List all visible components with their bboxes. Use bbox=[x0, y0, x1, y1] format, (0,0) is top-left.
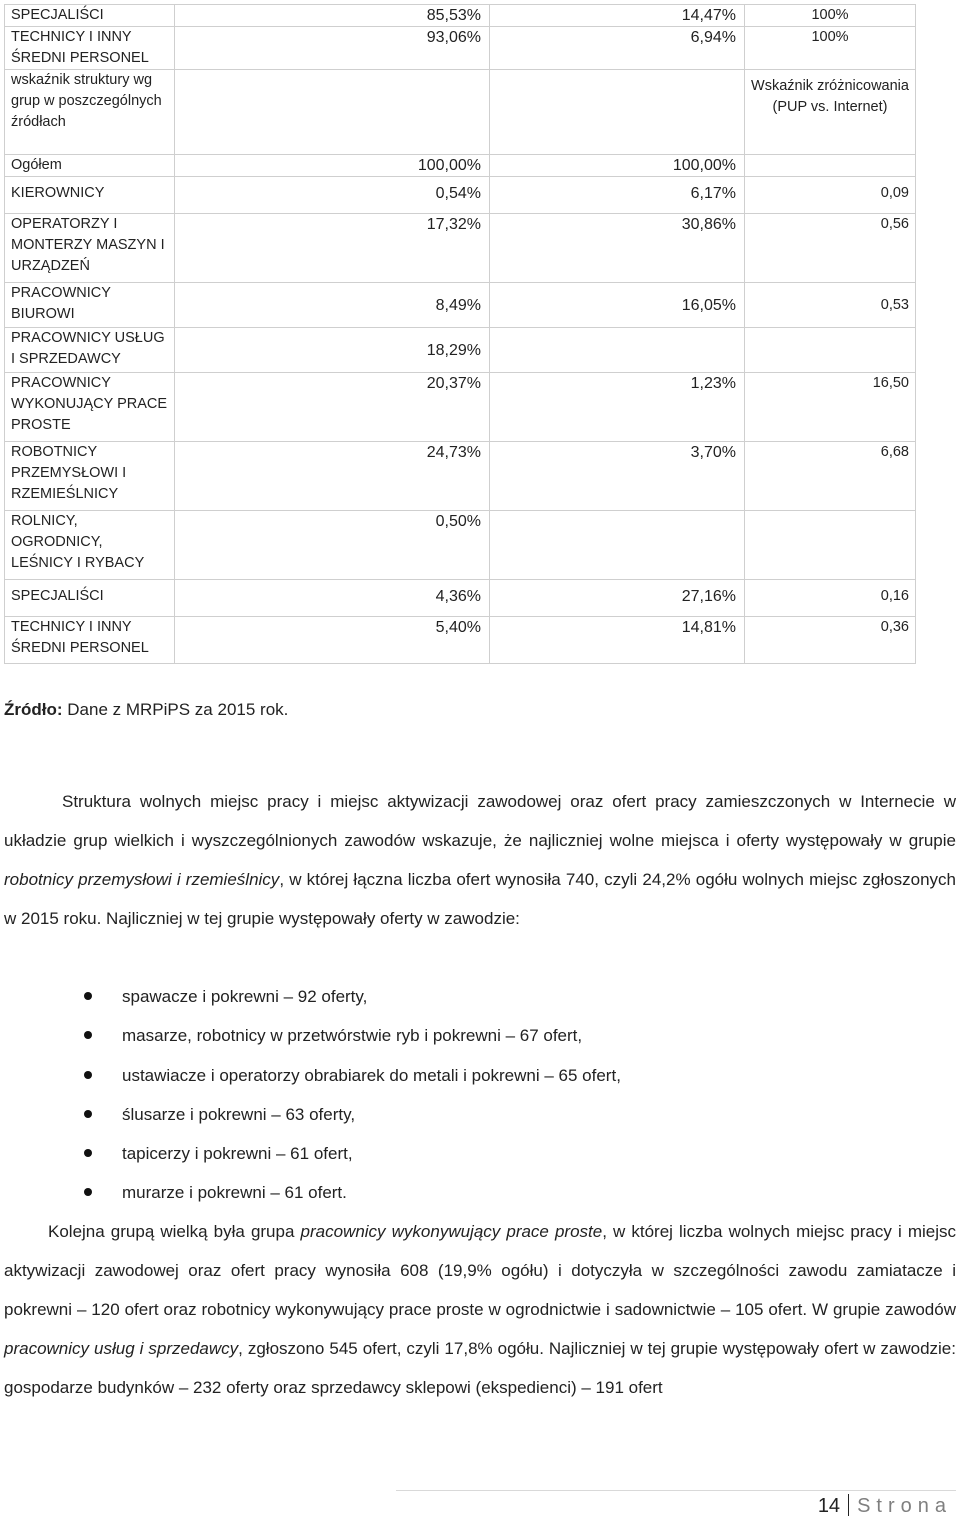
page-footer bbox=[818, 1494, 952, 1518]
footer-separator bbox=[848, 1494, 849, 1516]
table-row bbox=[5, 214, 916, 283]
index-value: 0,36 bbox=[745, 617, 916, 664]
table-source-note bbox=[4, 700, 288, 720]
index-value: 16,50 bbox=[745, 373, 916, 442]
list-item-text: spawacze i pokrewni – 92 oferty, bbox=[122, 987, 368, 1006]
paragraph bbox=[4, 1212, 956, 1407]
total-share: 100% bbox=[745, 27, 916, 70]
statistics-table bbox=[4, 4, 916, 664]
bullet-icon bbox=[84, 1031, 92, 1039]
bullet-icon bbox=[84, 1188, 92, 1196]
internet-share: 27,16% bbox=[490, 580, 745, 617]
empty-cell bbox=[175, 70, 490, 155]
offers-list bbox=[0, 977, 621, 1213]
pup-share: 93,06% bbox=[175, 27, 490, 70]
paragraph bbox=[4, 782, 956, 938]
list-item bbox=[0, 1134, 621, 1173]
list-item-text: murarze i pokrewni – 61 ofert. bbox=[122, 1183, 347, 1203]
internet-share: 30,86% bbox=[490, 214, 745, 283]
table-row bbox=[5, 442, 916, 511]
list-item bbox=[0, 1095, 621, 1134]
row-label: Ogółem bbox=[5, 155, 175, 177]
list-item bbox=[0, 1173, 621, 1212]
group-name-emphasis: pracownicy wykonywujący prace proste bbox=[300, 1222, 603, 1241]
group-name-emphasis: pracownicy usług i sprzedawcy bbox=[4, 1339, 239, 1358]
internet-share: 14,47% bbox=[490, 5, 745, 27]
row-label: OPERATORZY I MONTERZY MASZYN I URZĄDZEŃ bbox=[5, 214, 175, 283]
index-value: 0,56 bbox=[745, 214, 916, 283]
table-row bbox=[5, 177, 916, 214]
paragraph-text: , w której liczba wolnych miejsc pracy i miejsc aktywizacji zawodowej oraz ofert pracy wynosiła 608 (19,9% ogółu) i dotyczyła w szczególności zawodu zamiatacze i pokrewni – 120 ofert oraz robotnicy wykonywujący prace proste w ogrodnictwie i sadownictwie – 105 ofert. W grupie zawodów bbox=[4, 1222, 957, 1319]
index-header: Wskaźnik zróżnicowania (PUP vs. Internet) bbox=[745, 70, 916, 155]
pup-share: 5,40% bbox=[175, 617, 490, 664]
structure-label: wskaźnik struktury wg grup w poszczególnych źródłach bbox=[5, 70, 175, 155]
index-value: 6,68 bbox=[745, 442, 916, 511]
pup-share: 18,29% bbox=[175, 328, 490, 373]
footer-divider bbox=[396, 1490, 956, 1491]
page-label: Strona bbox=[857, 1495, 952, 1517]
source-text: Dane z MRPiPS za 2015 rok. bbox=[62, 700, 289, 719]
table-row bbox=[5, 283, 916, 328]
paragraph-text: , w której łączna liczba ofert wynosiła 740, czyli 24,2% ogółu wolnych miejsc zgłoszonych w 2015 roku. Najliczniej w tej grupie występowały oferty w zawodzie: bbox=[4, 870, 956, 928]
internet-share: 16,05% bbox=[490, 283, 745, 328]
list-item bbox=[0, 977, 621, 1016]
table-row bbox=[5, 617, 916, 664]
paragraph-text: , zgłoszono 545 ofert, czyli 17,8% ogółu. Najliczniej w tej grupie występowały ofert w zawodzie: gospodarze budynków – 232 oferty oraz sprzedawcy sklepowi (ekspedienci) – 191 ofert bbox=[4, 1339, 956, 1397]
index-value: 0,53 bbox=[745, 283, 916, 328]
row-label: ROLNICY, OGRODNICY, LEŚNICY I RYBACY bbox=[5, 511, 175, 580]
internet-share: 6,94% bbox=[490, 27, 745, 70]
row-label: SPECJALIŚCI bbox=[5, 5, 175, 27]
bullet-icon bbox=[84, 1071, 92, 1079]
pup-share: 20,37% bbox=[175, 373, 490, 442]
page-number: 14 bbox=[817, 1495, 841, 1517]
total-share: 100% bbox=[745, 5, 916, 27]
internet-share: 1,23% bbox=[490, 373, 745, 442]
index-value: 0,16 bbox=[745, 580, 916, 617]
internet-share: 3,70% bbox=[490, 442, 745, 511]
index-value: 0,09 bbox=[745, 177, 916, 214]
table-row bbox=[5, 27, 916, 70]
row-label: PRACOWNICY WYKONUJĄCY PRACE PROSTE bbox=[5, 373, 175, 442]
source-label: Źródło: bbox=[4, 700, 63, 719]
paragraph-text: Kolejna grupą wielką była grupa bbox=[48, 1222, 301, 1241]
list-item bbox=[0, 1056, 621, 1095]
internet-share: 14,81% bbox=[490, 617, 745, 664]
empty-cell bbox=[490, 70, 745, 155]
pup-share: 17,32% bbox=[175, 214, 490, 283]
table-row bbox=[5, 328, 916, 373]
row-label: ROBOTNICY PRZEMYSŁOWI I RZEMIEŚLNICY bbox=[5, 442, 175, 511]
pup-share: 8,49% bbox=[175, 283, 490, 328]
list-item-text: ślusarze i pokrewni – 63 oferty, bbox=[122, 1104, 356, 1124]
pup-share: 24,73% bbox=[175, 442, 490, 511]
internet-share: 100,00% bbox=[490, 155, 745, 177]
index-value bbox=[745, 511, 916, 580]
table-row bbox=[5, 70, 916, 155]
empty-cell bbox=[745, 155, 916, 177]
row-label: PRACOWNICY BIUROWI bbox=[5, 283, 175, 328]
group-name-emphasis: robotnicy przemysłowi i rzemieślnicy bbox=[4, 870, 280, 889]
bullet-icon bbox=[84, 992, 92, 1000]
pup-share: 100,00% bbox=[175, 155, 490, 177]
row-label: TECHNICY I INNY ŚREDNI PERSONEL bbox=[5, 27, 175, 70]
internet-share: 6,17% bbox=[490, 177, 745, 214]
row-label: SPECJALIŚCI bbox=[5, 580, 175, 617]
internet-share bbox=[490, 511, 745, 580]
bullet-icon bbox=[84, 1149, 92, 1157]
list-item-text: masarze, robotnicy w przetwórstwie ryb i pokrewni – 67 ofert, bbox=[122, 1026, 583, 1046]
pup-share: 0,50% bbox=[175, 511, 490, 580]
list-item-text: ustawiacze i operatorzy obrabiarek do metali i pokrewni – 65 ofert, bbox=[122, 1065, 621, 1085]
paragraph-text: Struktura wolnych miejsc pracy i miejsc aktywizacji zawodowej oraz ofert pracy zamieszczonych w Internecie w układzie grup wielkich i wyszczególnionych zawodów wskazuje, że najliczniej wolne miejsca i oferty występowały w grupie bbox=[4, 792, 956, 850]
list-item bbox=[0, 1016, 621, 1055]
pup-share: 85,53% bbox=[175, 5, 490, 27]
table-row bbox=[5, 511, 916, 580]
bullet-icon bbox=[84, 1110, 92, 1118]
pup-share: 4,36% bbox=[175, 580, 490, 617]
pup-share: 0,54% bbox=[175, 177, 490, 214]
row-label: KIEROWNICY bbox=[5, 177, 175, 214]
table-row bbox=[5, 580, 916, 617]
row-label: PRACOWNICY USŁUG I SPRZEDAWCY bbox=[5, 328, 175, 373]
internet-share bbox=[490, 328, 745, 373]
table-row bbox=[5, 155, 916, 177]
table-row bbox=[5, 373, 916, 442]
list-item-text: tapicerzy i pokrewni – 61 ofert, bbox=[122, 1144, 353, 1164]
index-value bbox=[745, 328, 916, 373]
table-row bbox=[5, 5, 916, 27]
row-label: TECHNICY I INNY ŚREDNI PERSONEL bbox=[5, 617, 175, 664]
